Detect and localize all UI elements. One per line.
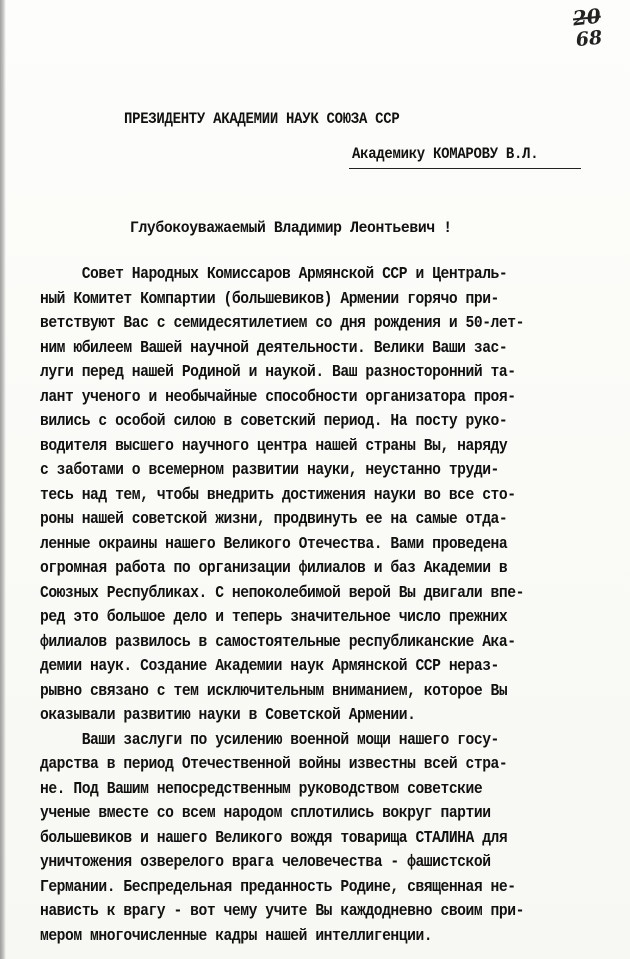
body-line: уничтожения озверелого врага человечества - фашистской — [40, 852, 491, 871]
body-line: мером многочисленные кадры нашей интеллигенции. — [40, 926, 433, 945]
body-line: с заботами о всемерном развитии науки, неустанно труди- — [40, 460, 499, 479]
body-line: ученые вместе со всем народом сплотились вокруг партии — [40, 803, 491, 822]
body-line: оказывали развитию науки в Советской Армении. — [40, 705, 416, 724]
body-line: ред это большое дело и теперь значительное число прежних — [40, 607, 508, 626]
body-line: рывно связано с тем исключительным вниманием, которое Вы — [40, 681, 508, 700]
handwritten-page-number — [572, 5, 604, 52]
body-line: большевиков и нашего Великого вождя товарища СТАЛИНА для — [40, 828, 508, 847]
addressee-underline — [349, 168, 581, 169]
body-line: ветствуют Вас с семидесятилетием со дня рождения и 50-лет- — [40, 313, 524, 332]
body-line: луги перед нашей Родиной и наукой. Ваш разносторонний та- — [40, 362, 516, 381]
body-line: Союзных Республиках. С непоколебимой верой Вы двигали впе- — [40, 583, 524, 602]
body-line: Совет Народных Комиссаров Армянской ССР и Централь- — [40, 264, 508, 283]
handwritten-number-top: 20 — [571, 3, 603, 31]
body-line: огромная работа по организации филиалов и баз Академии в — [40, 558, 508, 577]
body-line: Ваши заслуги по усилению военной мощи нашего госу- — [40, 730, 499, 749]
page-edge-shadow — [0, 0, 6, 959]
addressee-name: Академику КОМАРОВУ В.Л. — [352, 145, 539, 163]
body-line: ним юбилеем Вашей научной деятельности. Велики Ваши зас- — [40, 338, 508, 357]
salutation: Глубокоуважаемый Владимир Леонтьевич ! — [130, 219, 452, 237]
body-line: Германии. Беспредельная преданность Родине, священная не- — [40, 877, 516, 896]
body-line: роны нашей советской жизни, продвинуть ее на самые отда- — [40, 509, 508, 528]
body-line: лант ученого и необычайные способности организатора проя- — [40, 387, 516, 406]
body-line: не. Под Вашим непосредственным руководством советские — [40, 779, 483, 798]
body-line: тесь над тем, чтобы внедрить достижения науки во все сто- — [40, 485, 516, 504]
handwritten-number-bottom: 68 — [574, 26, 604, 52]
body-line: демии наук. Создание Академии наук Армянской ССР нераз- — [40, 656, 499, 675]
body-line: филиалов развилось в самостоятельные республиканские Ака- — [40, 632, 516, 651]
body-line: нависть к врагу - вот чему учите Вы каждодневно своим при- — [40, 901, 524, 920]
body-line: вились с особой силою в советский период. На посту руко- — [40, 411, 508, 430]
addressee-title: ПРЕЗИДЕНТУ АКАДЕМИИ НАУК СОЮЗА ССР — [124, 110, 400, 128]
body-line: ленные окраины нашего Великого Отечества. Вами проведена — [40, 534, 508, 553]
body-line: дарства в период Отечественной войны известны всей стра- — [40, 754, 508, 773]
body-line: водителя высшего научного центра нашей страны Вы, наряду — [40, 436, 508, 455]
body-line: ный Комитет Компартии (большевиков) Армении горячо при- — [40, 289, 499, 308]
